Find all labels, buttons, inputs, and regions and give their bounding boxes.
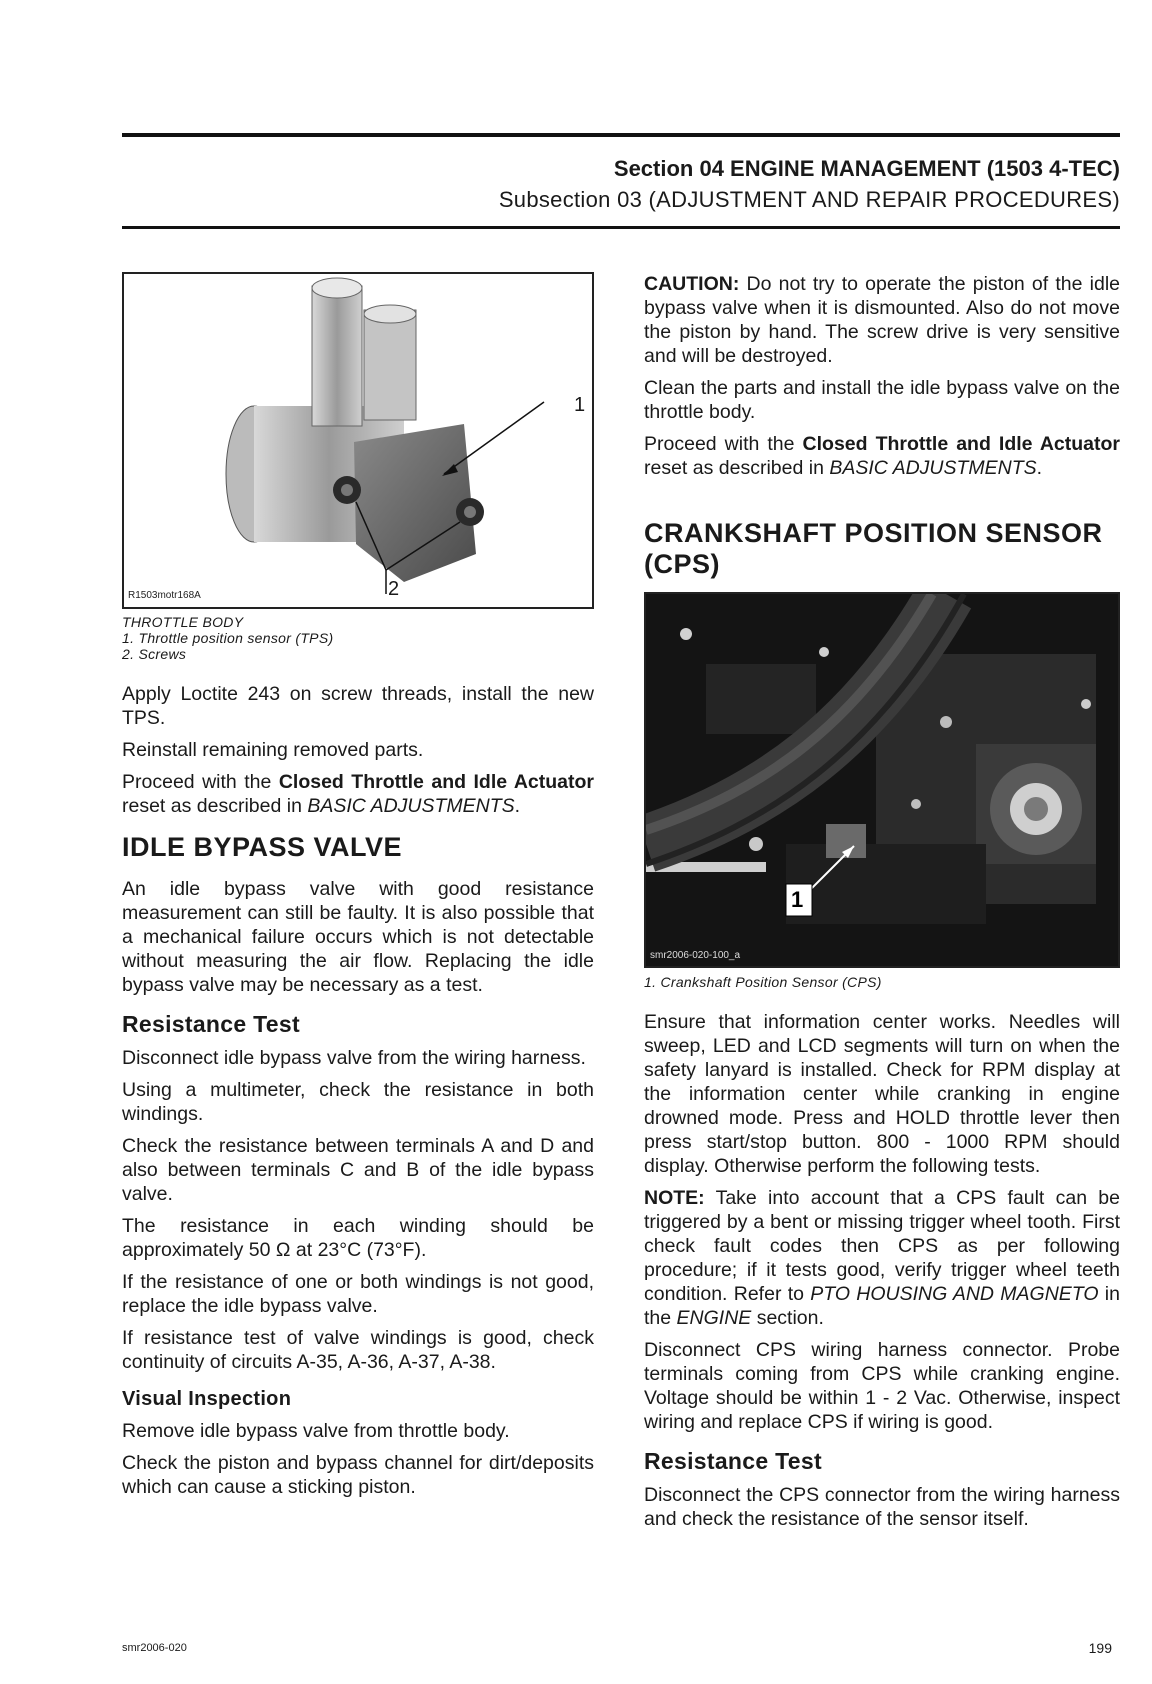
visual-inspection-heading: Visual Inspection — [122, 1388, 292, 1410]
check-piston-paragraph: Check the piston and bypass channel for dirt/deposits which can cause a sticking piston. — [122, 1452, 594, 1498]
right-resistance-heading: Resistance Test — [644, 1448, 822, 1474]
apply-loctite-paragraph: Apply Loctite 243 on screw threads, install the new TPS. — [122, 683, 594, 729]
section-title: Section 04 ENGINE MANAGEMENT (1503 4-TEC) — [613, 156, 1120, 181]
idle-bypass-section — [122, 832, 594, 1507]
proceed-paragraph-left: Proceed with the Closed Throttle and Idle Actuator reset as described in BASIC ADJUSTMENTS. — [122, 771, 594, 817]
subsection-title: Subsection 03 (ADJUSTMENT AND REPAIR PROCEDURES) — [498, 187, 1120, 212]
figure2-id: smr2006-020-100_a — [650, 950, 741, 961]
left-body-top — [122, 682, 594, 826]
figure1-id: R1503motr168A — [128, 590, 201, 601]
throttle-body-illustration — [124, 274, 592, 607]
cps-photo-illustration — [646, 594, 1118, 966]
cps-figure — [644, 592, 1120, 968]
reinstall-paragraph: Reinstall remaining removed parts. — [122, 739, 424, 761]
caution-label: CAUTION: — [644, 273, 740, 295]
right-body-top — [644, 272, 1120, 488]
remove-valve-paragraph: Remove idle bypass valve from throttle body. — [122, 1420, 510, 1442]
figure1-item-2: 2. Screws — [122, 646, 187, 662]
terminals-paragraph: Check the resistance between terminals A and D and also between terminals C and B of the idle bypass valve. — [122, 1135, 594, 1205]
header-rule-top — [122, 133, 1120, 137]
replace-valve-paragraph: If the resistance of one or both windings is not good, replace the idle bypass valve. — [122, 1271, 594, 1317]
idle-bypass-heading: IDLE BYPASS VALVE — [122, 832, 403, 862]
header-rule-bottom — [122, 226, 1120, 229]
figure1-title: THROTTLE BODY — [122, 614, 244, 630]
note-paragraph: NOTE: Take into account that a CPS fault can be triggered by a bent or missing trigger wheel tooth. First check fault codes then CPS as per following procedure; if it tests good, verify trigger wheel teeth condition. Refer to PTO HOUSING AND MAGNETO in the ENGINE section. — [644, 1187, 1120, 1329]
note-label: NOTE: — [644, 1187, 705, 1209]
figure1-callout-1: 1 — [574, 394, 586, 416]
ensure-info-center-paragraph: Ensure that information center works. Needles will sweep, LED and LCD segments will turn on when the safety lanyard is installed. Check for RPM display at the information center while cranking in engine drowned mode. Press and HOLD throttle lever then press start/stop button. 800 - 1000 RPM should display. Otherwise perform the following tests. — [644, 1011, 1120, 1177]
figure1-caption — [122, 614, 594, 662]
footer-doc-id: smr2006-020 — [122, 1642, 187, 1654]
disconnect-cps-paragraph: Disconnect CPS wiring harness connector. Probe terminals coming from CPS while cranking engine. Voltage should be within 1 - 2 Vac. Otherwise, inspect wiring and replace CPS if wiring is good. — [644, 1339, 1120, 1433]
figure1-item-1: 1. Throttle position sensor (TPS) — [122, 630, 334, 646]
continuity-paragraph: If resistance test of valve windings is good, check continuity of circuits A-35, A-36, A-37, A-38. — [122, 1327, 594, 1373]
cps-heading: CRANKSHAFT POSITION SENSOR (CPS) — [644, 518, 1103, 579]
figure2-callout-1: 1 — [791, 887, 804, 912]
winding-resistance-paragraph: The resistance in each winding should be approximately 50 Ω at 23°C (73°F). — [122, 1215, 594, 1261]
clean-parts-paragraph: Clean the parts and install the idle bypass valve on the throttle body. — [644, 377, 1120, 423]
left-resistance-heading: Resistance Test — [122, 1011, 300, 1037]
figure2-caption: 1. Crankshaft Position Sensor (CPS) — [644, 974, 882, 990]
disconnect-valve-paragraph: Disconnect idle bypass valve from the wiring harness. — [122, 1047, 586, 1069]
right-body-bottom — [644, 1010, 1120, 1539]
cps-resistance-paragraph: Disconnect the CPS connector from the wiring harness and check the resistance of the sensor itself. — [644, 1484, 1120, 1530]
caution-paragraph: CAUTION: Do not try to operate the piston of the idle bypass valve when it is dismounted. Also do not move the piston by hand. The screw drive is very sensitive and will be destroyed. — [644, 273, 1120, 367]
idle-bypass-paragraph: An idle bypass valve with good resistance measurement can still be faulty. It is also possible that a mechanical failure occurs which is not detectable without measuring the air flow. Replacing the idle bypass valve may be necessary as a test. — [122, 878, 594, 996]
multimeter-paragraph: Using a multimeter, check the resistance in both windings. — [122, 1079, 594, 1125]
proceed-paragraph-right: Proceed with the Closed Throttle and Idle Actuator reset as described in BASIC ADJUSTMENTS. — [644, 433, 1121, 479]
figure1-callout-2: 2 — [388, 578, 400, 600]
page-number: 199 — [1088, 1640, 1112, 1656]
throttle-body-figure — [122, 272, 594, 609]
